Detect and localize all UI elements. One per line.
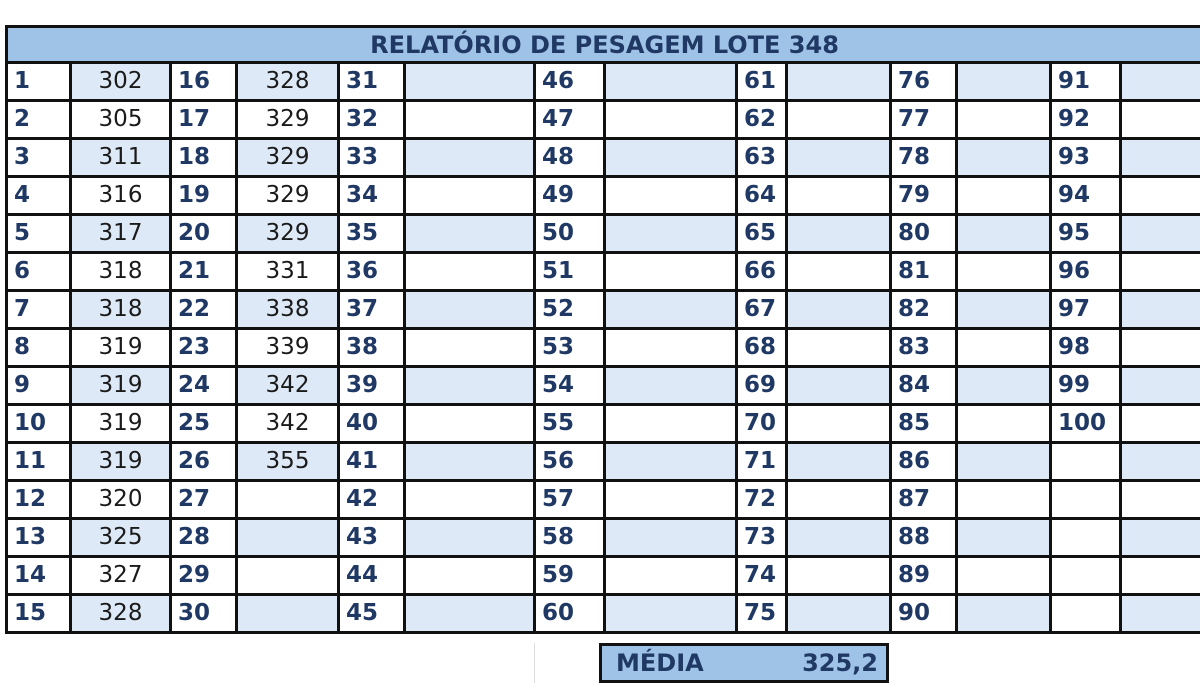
animal-number-cell[interactable]: 1 xyxy=(7,63,71,101)
weight-cell[interactable] xyxy=(957,557,1051,595)
animal-number-cell[interactable]: 17 xyxy=(171,101,237,139)
animal-number-cell[interactable]: 55 xyxy=(535,405,605,443)
animal-number-cell[interactable] xyxy=(1051,443,1121,481)
animal-number-cell[interactable]: 10 xyxy=(7,405,71,443)
weight-cell[interactable] xyxy=(1121,215,1200,253)
weight-cell[interactable] xyxy=(787,405,891,443)
weight-cell[interactable] xyxy=(605,101,737,139)
weight-cell[interactable] xyxy=(1121,253,1200,291)
animal-number-cell[interactable]: 25 xyxy=(171,405,237,443)
animal-number-cell[interactable]: 30 xyxy=(171,595,237,633)
animal-number-cell[interactable]: 49 xyxy=(535,177,605,215)
divider xyxy=(534,643,535,683)
weight-cell[interactable] xyxy=(405,329,535,367)
animal-number-cell[interactable]: 37 xyxy=(339,291,405,329)
animal-number-cell[interactable]: 45 xyxy=(339,595,405,633)
animal-number-cell[interactable]: 63 xyxy=(737,139,787,177)
weight-cell[interactable] xyxy=(957,519,1051,557)
weight-cell[interactable] xyxy=(1121,405,1200,443)
animal-number-cell[interactable]: 40 xyxy=(339,405,405,443)
animal-number-cell[interactable]: 35 xyxy=(339,215,405,253)
table-row xyxy=(7,63,1200,101)
weight-cell[interactable]: 302 xyxy=(71,63,171,101)
animal-number-cell[interactable]: 20 xyxy=(171,215,237,253)
weight-cell[interactable]: 329 xyxy=(237,139,339,177)
animal-number-cell[interactable]: 32 xyxy=(339,101,405,139)
animal-number-cell[interactable]: 83 xyxy=(891,329,957,367)
weight-cell[interactable] xyxy=(787,291,891,329)
weight-cell[interactable] xyxy=(1121,63,1200,101)
weight-cell[interactable] xyxy=(605,139,737,177)
weight-cell[interactable] xyxy=(237,557,339,595)
animal-number-cell[interactable]: 97 xyxy=(1051,291,1121,329)
table-row xyxy=(7,405,1200,443)
weight-cell[interactable] xyxy=(957,481,1051,519)
weight-cell[interactable] xyxy=(957,101,1051,139)
weight-cell[interactable] xyxy=(957,443,1051,481)
animal-number-cell[interactable]: 9 xyxy=(7,367,71,405)
weight-cell[interactable] xyxy=(1121,139,1200,177)
animal-number-cell[interactable]: 72 xyxy=(737,481,787,519)
weight-cell[interactable] xyxy=(787,139,891,177)
animal-number-cell[interactable]: 50 xyxy=(535,215,605,253)
animal-number-cell[interactable]: 64 xyxy=(737,177,787,215)
weight-cell[interactable] xyxy=(787,367,891,405)
table-row xyxy=(7,595,1200,633)
animal-number-cell[interactable] xyxy=(1051,481,1121,519)
animal-number-cell[interactable]: 34 xyxy=(339,177,405,215)
weight-cell[interactable] xyxy=(405,139,535,177)
weight-cell[interactable] xyxy=(787,253,891,291)
weight-cell[interactable]: 325 xyxy=(71,519,171,557)
animal-number-cell[interactable]: 80 xyxy=(891,215,957,253)
weight-cell[interactable] xyxy=(957,215,1051,253)
animal-number-cell[interactable]: 86 xyxy=(891,443,957,481)
animal-number-cell[interactable]: 46 xyxy=(535,63,605,101)
table-row xyxy=(7,253,1200,291)
animal-number-cell[interactable]: 52 xyxy=(535,291,605,329)
weight-cell[interactable] xyxy=(957,139,1051,177)
table-row xyxy=(7,139,1200,177)
animal-number-cell[interactable]: 77 xyxy=(891,101,957,139)
table-row xyxy=(7,215,1200,253)
animal-number-cell[interactable]: 7 xyxy=(7,291,71,329)
animal-number-cell[interactable]: 78 xyxy=(891,139,957,177)
animal-number-cell[interactable]: 33 xyxy=(339,139,405,177)
weight-cell[interactable]: 318 xyxy=(71,253,171,291)
average-label: MÉDIA xyxy=(616,649,704,677)
weight-cell[interactable] xyxy=(787,101,891,139)
weight-cell[interactable] xyxy=(957,177,1051,215)
weight-cell[interactable] xyxy=(405,443,535,481)
weight-cell[interactable] xyxy=(605,595,737,633)
weight-cell[interactable] xyxy=(405,481,535,519)
weight-cell[interactable] xyxy=(605,177,737,215)
animal-number-cell[interactable]: 81 xyxy=(891,253,957,291)
table-row xyxy=(7,367,1200,405)
table-row xyxy=(7,101,1200,139)
animal-number-cell[interactable]: 68 xyxy=(737,329,787,367)
table-row xyxy=(7,291,1200,329)
weight-cell[interactable] xyxy=(957,63,1051,101)
weight-cell[interactable] xyxy=(1121,367,1200,405)
animal-number-cell[interactable]: 58 xyxy=(535,519,605,557)
weight-cell[interactable] xyxy=(1121,519,1200,557)
animal-number-cell[interactable]: 70 xyxy=(737,405,787,443)
animal-number-cell[interactable]: 75 xyxy=(737,595,787,633)
weight-cell[interactable] xyxy=(405,291,535,329)
weight-cell[interactable] xyxy=(605,443,737,481)
weight-cell[interactable] xyxy=(787,595,891,633)
weight-cell[interactable]: 320 xyxy=(71,481,171,519)
animal-number-cell[interactable]: 60 xyxy=(535,595,605,633)
weight-cell[interactable] xyxy=(957,253,1051,291)
weight-cell[interactable] xyxy=(1121,291,1200,329)
weight-cell[interactable] xyxy=(605,481,737,519)
average-box xyxy=(599,643,889,683)
weight-cell[interactable] xyxy=(787,481,891,519)
weight-cell[interactable] xyxy=(237,595,339,633)
animal-number-cell[interactable]: 59 xyxy=(535,557,605,595)
animal-number-cell[interactable]: 99 xyxy=(1051,367,1121,405)
animal-number-cell[interactable]: 87 xyxy=(891,481,957,519)
weight-cell[interactable] xyxy=(405,367,535,405)
weight-cell[interactable]: 342 xyxy=(237,367,339,405)
animal-number-cell[interactable]: 43 xyxy=(339,519,405,557)
animal-number-cell[interactable] xyxy=(1051,519,1121,557)
animal-number-cell[interactable]: 44 xyxy=(339,557,405,595)
weight-cell[interactable] xyxy=(957,367,1051,405)
animal-number-cell[interactable]: 2 xyxy=(7,101,71,139)
animal-number-cell[interactable]: 23 xyxy=(171,329,237,367)
animal-number-cell[interactable]: 54 xyxy=(535,367,605,405)
weight-cell[interactable] xyxy=(605,63,737,101)
weight-cell[interactable] xyxy=(237,519,339,557)
weight-cell[interactable]: 319 xyxy=(71,367,171,405)
animal-number-cell[interactable]: 47 xyxy=(535,101,605,139)
animal-number-cell[interactable]: 11 xyxy=(7,443,71,481)
table-row xyxy=(7,557,1200,595)
animal-number-cell[interactable]: 85 xyxy=(891,405,957,443)
weight-cell[interactable] xyxy=(605,253,737,291)
animal-number-cell[interactable]: 48 xyxy=(535,139,605,177)
animal-number-cell[interactable]: 41 xyxy=(339,443,405,481)
animal-number-cell[interactable]: 42 xyxy=(339,481,405,519)
animal-number-cell[interactable]: 88 xyxy=(891,519,957,557)
animal-number-cell[interactable]: 94 xyxy=(1051,177,1121,215)
weight-cell[interactable] xyxy=(605,329,737,367)
weight-cell[interactable] xyxy=(1121,595,1200,633)
weight-cell[interactable] xyxy=(405,63,535,101)
weight-cell[interactable] xyxy=(405,177,535,215)
animal-number-cell[interactable]: 6 xyxy=(7,253,71,291)
weight-cell[interactable] xyxy=(1121,557,1200,595)
report-title: RELATÓRIO DE PESAGEM LOTE 348 xyxy=(7,27,1200,63)
animal-number-cell[interactable]: 18 xyxy=(171,139,237,177)
animal-number-cell[interactable]: 66 xyxy=(737,253,787,291)
weight-cell[interactable]: 318 xyxy=(71,291,171,329)
weight-cell[interactable] xyxy=(405,519,535,557)
animal-number-cell[interactable]: 29 xyxy=(171,557,237,595)
weight-cell[interactable] xyxy=(237,481,339,519)
table-row xyxy=(7,329,1200,367)
weight-cell[interactable] xyxy=(405,253,535,291)
weight-cell[interactable] xyxy=(605,291,737,329)
table-row xyxy=(7,519,1200,557)
animal-number-cell[interactable]: 27 xyxy=(171,481,237,519)
animal-number-cell[interactable]: 91 xyxy=(1051,63,1121,101)
animal-number-cell[interactable]: 13 xyxy=(7,519,71,557)
animal-number-cell[interactable]: 57 xyxy=(535,481,605,519)
weight-cell[interactable]: 328 xyxy=(237,63,339,101)
animal-number-cell[interactable]: 89 xyxy=(891,557,957,595)
weight-cell[interactable]: 319 xyxy=(71,405,171,443)
animal-number-cell[interactable]: 16 xyxy=(171,63,237,101)
table-row xyxy=(7,481,1200,519)
animal-number-cell[interactable]: 15 xyxy=(7,595,71,633)
weight-cell[interactable] xyxy=(957,291,1051,329)
animal-number-cell[interactable]: 56 xyxy=(535,443,605,481)
weight-cell[interactable] xyxy=(605,215,737,253)
weight-cell[interactable] xyxy=(787,329,891,367)
animal-number-cell[interactable]: 62 xyxy=(737,101,787,139)
weight-cell[interactable] xyxy=(1121,481,1200,519)
weight-cell[interactable]: 311 xyxy=(71,139,171,177)
weight-cell[interactable] xyxy=(405,215,535,253)
weight-cell[interactable]: 317 xyxy=(71,215,171,253)
animal-number-cell[interactable]: 22 xyxy=(171,291,237,329)
weight-cell[interactable] xyxy=(405,101,535,139)
weight-cell[interactable] xyxy=(1121,443,1200,481)
weight-cell[interactable]: 319 xyxy=(71,329,171,367)
animal-number-cell[interactable]: 14 xyxy=(7,557,71,595)
animal-number-cell[interactable]: 24 xyxy=(171,367,237,405)
weighing-report-table xyxy=(5,25,1200,634)
weight-cell[interactable]: 342 xyxy=(237,405,339,443)
weight-cell[interactable]: 305 xyxy=(71,101,171,139)
animal-number-cell[interactable]: 79 xyxy=(891,177,957,215)
weight-cell[interactable]: 328 xyxy=(71,595,171,633)
weight-cell[interactable] xyxy=(787,177,891,215)
animal-number-cell[interactable]: 76 xyxy=(891,63,957,101)
animal-number-cell[interactable]: 84 xyxy=(891,367,957,405)
animal-number-cell[interactable]: 51 xyxy=(535,253,605,291)
animal-number-cell[interactable]: 71 xyxy=(737,443,787,481)
animal-number-cell[interactable]: 3 xyxy=(7,139,71,177)
animal-number-cell[interactable]: 8 xyxy=(7,329,71,367)
weight-cell[interactable] xyxy=(405,595,535,633)
weight-cell[interactable]: 316 xyxy=(71,177,171,215)
animal-number-cell[interactable]: 65 xyxy=(737,215,787,253)
animal-number-cell[interactable]: 39 xyxy=(339,367,405,405)
animal-number-cell[interactable]: 21 xyxy=(171,253,237,291)
animal-number-cell[interactable]: 74 xyxy=(737,557,787,595)
weight-cell[interactable] xyxy=(405,405,535,443)
weight-cell[interactable]: 338 xyxy=(237,291,339,329)
table-row xyxy=(7,443,1200,481)
weight-cell[interactable]: 329 xyxy=(237,215,339,253)
weight-cell[interactable] xyxy=(957,405,1051,443)
animal-number-cell[interactable]: 38 xyxy=(339,329,405,367)
animal-number-cell[interactable]: 28 xyxy=(171,519,237,557)
animal-number-cell[interactable]: 100 xyxy=(1051,405,1121,443)
weight-cell[interactable]: 329 xyxy=(237,177,339,215)
animal-number-cell[interactable]: 4 xyxy=(7,177,71,215)
title-row xyxy=(7,27,1200,63)
animal-number-cell[interactable]: 26 xyxy=(171,443,237,481)
weight-cell[interactable] xyxy=(605,519,737,557)
animal-number-cell[interactable] xyxy=(1051,595,1121,633)
animal-number-cell[interactable]: 96 xyxy=(1051,253,1121,291)
weight-cell[interactable]: 319 xyxy=(71,443,171,481)
weight-cell[interactable]: 327 xyxy=(71,557,171,595)
animal-number-cell[interactable]: 92 xyxy=(1051,101,1121,139)
animal-number-cell[interactable] xyxy=(1051,557,1121,595)
animal-number-cell[interactable]: 5 xyxy=(7,215,71,253)
animal-number-cell[interactable]: 31 xyxy=(339,63,405,101)
table-row xyxy=(7,177,1200,215)
weight-cell[interactable] xyxy=(787,443,891,481)
animal-number-cell[interactable]: 12 xyxy=(7,481,71,519)
weight-cell[interactable]: 331 xyxy=(237,253,339,291)
weight-cell[interactable] xyxy=(1121,101,1200,139)
animal-number-cell[interactable]: 61 xyxy=(737,63,787,101)
animal-number-cell[interactable]: 69 xyxy=(737,367,787,405)
weight-cell[interactable] xyxy=(605,367,737,405)
weight-cell[interactable]: 355 xyxy=(237,443,339,481)
animal-number-cell[interactable]: 98 xyxy=(1051,329,1121,367)
weight-cell[interactable] xyxy=(1121,329,1200,367)
weight-cell[interactable] xyxy=(605,557,737,595)
animal-number-cell[interactable]: 73 xyxy=(737,519,787,557)
animal-number-cell[interactable]: 67 xyxy=(737,291,787,329)
weight-cell[interactable] xyxy=(787,519,891,557)
animal-number-cell[interactable]: 93 xyxy=(1051,139,1121,177)
animal-number-cell[interactable]: 90 xyxy=(891,595,957,633)
weight-cell[interactable] xyxy=(1121,177,1200,215)
weight-cell[interactable] xyxy=(787,215,891,253)
animal-number-cell[interactable]: 82 xyxy=(891,291,957,329)
weight-cell[interactable]: 339 xyxy=(237,329,339,367)
weight-cell[interactable] xyxy=(405,557,535,595)
weight-cell[interactable] xyxy=(787,557,891,595)
weight-cell[interactable] xyxy=(957,329,1051,367)
animal-number-cell[interactable]: 53 xyxy=(535,329,605,367)
weight-cell[interactable]: 329 xyxy=(237,101,339,139)
weight-cell[interactable] xyxy=(957,595,1051,633)
weight-cell[interactable] xyxy=(787,63,891,101)
animal-number-cell[interactable]: 19 xyxy=(171,177,237,215)
animal-number-cell[interactable]: 36 xyxy=(339,253,405,291)
weight-cell[interactable] xyxy=(605,405,737,443)
average-value: 325,2 xyxy=(802,649,878,677)
animal-number-cell[interactable]: 95 xyxy=(1051,215,1121,253)
